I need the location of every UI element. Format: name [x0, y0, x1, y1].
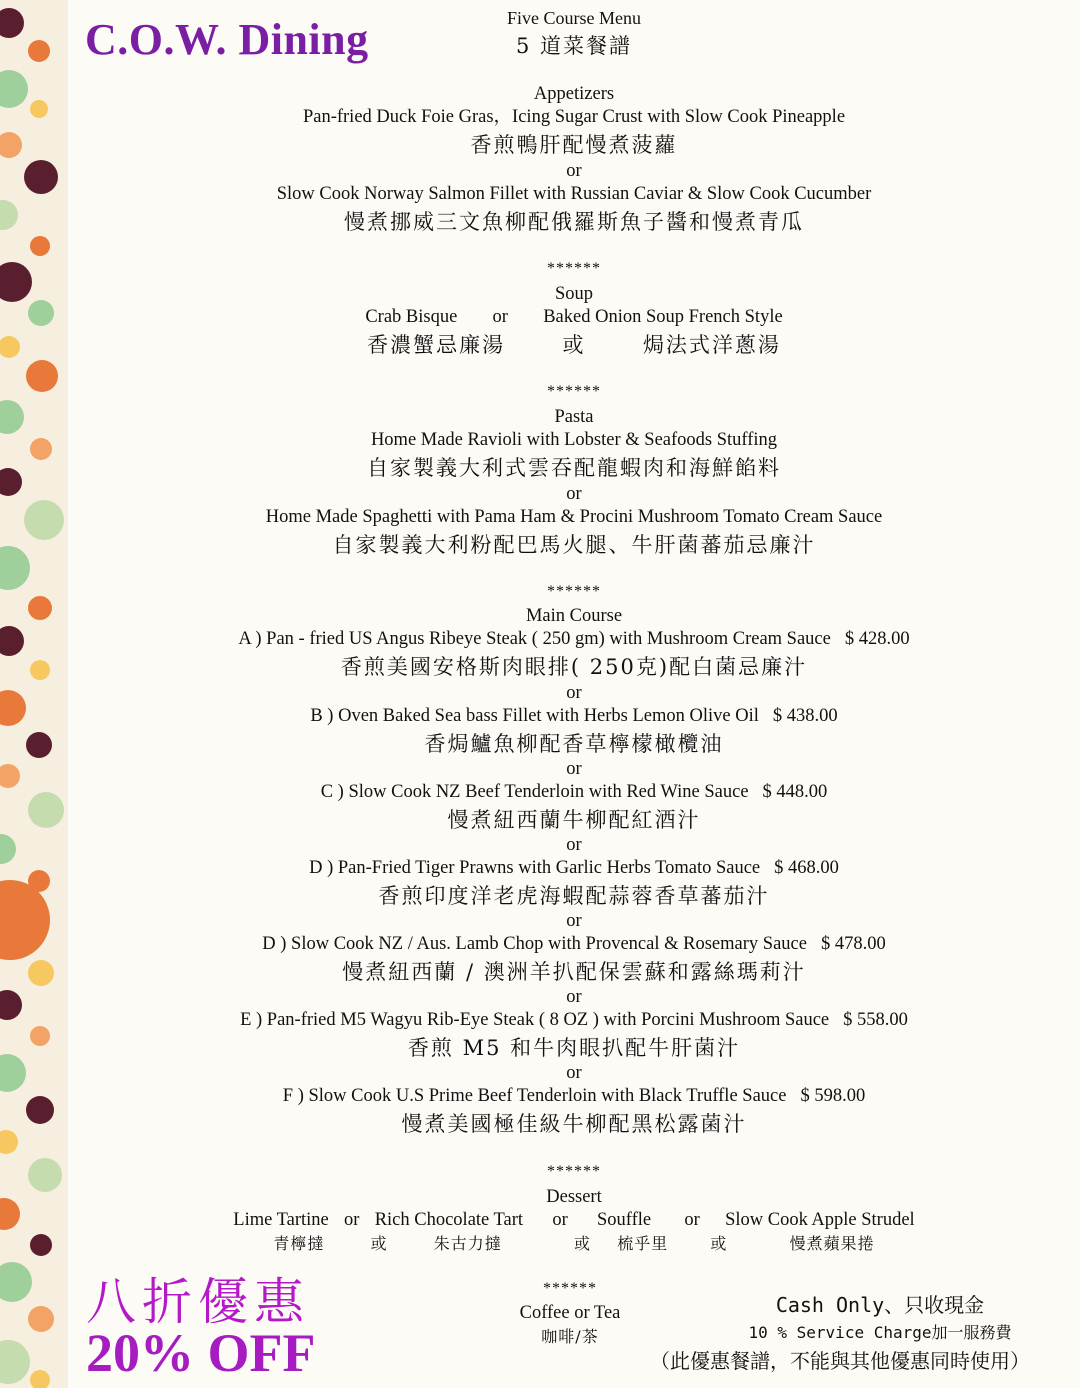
decorative-dot	[26, 1096, 54, 1124]
main-item-en: C ) Slow Cook NZ Beef Tenderloin with Red Wine Sauce $ 448.00	[320, 782, 828, 802]
soup-2-zh: 焗法式洋蔥湯	[642, 333, 781, 357]
main-item-zh: 香煎 M5 和牛肉眼扒配牛肝菌汁	[407, 1036, 741, 1060]
decorative-dot	[0, 880, 50, 960]
main-item-en: D ) Slow Cook NZ / Aus. Lamb Chop with Provencal & Rosemary Sauce $ 478.00	[262, 934, 886, 954]
appetizer-2-zh: 慢煮挪威三文魚柳配俄羅斯魚子醬和慢煮青瓜	[344, 210, 804, 234]
main-item-price: $ 558.00	[843, 1010, 908, 1030]
soup-1-en: Crab Bisque	[365, 307, 458, 327]
cash-only-note: Cash Only、只收現金	[775, 1293, 985, 1317]
appetizer-1-zh: 香煎鴨肝配慢煮菠蘿	[470, 133, 678, 157]
section-title-main-course: Main Course	[525, 606, 623, 626]
or-separator-zh: 或	[562, 333, 586, 357]
decorative-dot	[24, 160, 58, 194]
or-separator: or	[566, 987, 582, 1007]
soup-1-zh: 香濃蟹忌廉湯	[367, 333, 506, 357]
soup-options-zh	[68, 330, 1080, 360]
appetizer-2-en: Slow Cook Norway Salmon Fillet with Russian Caviar & Slow Cook Cucumber	[276, 184, 872, 204]
decorative-dot	[0, 468, 22, 496]
or-separator-zh: 或	[573, 1234, 591, 1253]
main-item-zh: 慢煮紐西蘭牛柳配紅酒汁	[447, 808, 701, 832]
section-title-dessert: Dessert	[546, 1187, 602, 1207]
menu-title-en: Five Course Menu	[507, 8, 641, 28]
section-divider: ******	[543, 1280, 597, 1297]
decorative-dot	[30, 1026, 50, 1046]
main-item-zh: 香煎美國安格斯肉眼排( 250克)配白菌忌廉汁	[340, 655, 808, 679]
dessert-2-zh: 朱古力撻	[433, 1234, 502, 1253]
dessert-1-en: Lime Tartine	[233, 1210, 329, 1230]
appetizer-1-en: Pan-fried Duck Foie Gras，Icing Sugar Crust with Slow Cook Pineapple	[302, 107, 846, 127]
decorative-dot	[30, 660, 50, 680]
or-separator: or	[566, 683, 582, 703]
decorative-dot	[0, 690, 26, 726]
section-title-appetizers: Appetizers	[533, 84, 615, 104]
decorative-dot	[0, 990, 22, 1020]
section-title-pasta: Pasta	[554, 407, 594, 427]
or-separator: or	[566, 835, 582, 855]
or-separator: or	[344, 1210, 360, 1230]
or-separator-zh: 或	[370, 1234, 388, 1253]
dessert-2-en: Rich Chocolate Tart	[374, 1210, 524, 1230]
dessert-4-en: Slow Cook Apple Strudel	[725, 1210, 915, 1230]
promo-disclaimer: （此優惠餐譜，不能與其他優惠同時使用）	[650, 1349, 1030, 1373]
dessert-options-zh	[68, 1233, 1080, 1255]
section-title-soup: Soup	[554, 284, 594, 304]
or-separator: or	[684, 1210, 700, 1230]
or-separator: or	[552, 1210, 568, 1230]
section-divider: ******	[547, 383, 601, 400]
or-separator: or	[566, 759, 582, 779]
decorative-dot	[0, 626, 24, 656]
or-separator: or	[566, 484, 582, 504]
decorative-dot-border	[0, 0, 68, 1388]
decorative-dot	[0, 336, 20, 358]
main-item-en: F ) Slow Cook U.S Prime Beef Tenderloin with Black Truffle Sauce $ 598.00	[282, 1086, 866, 1106]
main-item-en: E ) Pan-fried M5 Wagyu Rib-Eye Steak ( 8 OZ ) with Porcini Mushroom Sauce $ 558.00	[240, 1010, 908, 1030]
main-item-zh: 香煎印度洋老虎海蝦配蒜蓉香草蕃茄汁	[378, 884, 770, 908]
decorative-dot	[0, 764, 20, 788]
decorative-dot	[0, 8, 24, 38]
decorative-dot	[0, 132, 22, 158]
dessert-4-zh: 慢煮蘋果捲	[789, 1234, 875, 1253]
decorative-dot	[0, 262, 32, 302]
decorative-dot	[0, 70, 28, 108]
section-divider: ******	[547, 1163, 601, 1180]
decorative-dot	[30, 1370, 50, 1388]
decorative-dot	[28, 40, 50, 62]
or-separator: or	[566, 1063, 582, 1083]
main-item-zh: 慢煮紐西蘭 / 澳洲羊扒配保雲蘇和露絲瑪莉汁	[342, 960, 806, 984]
section-divider: ******	[547, 583, 601, 600]
decorative-dot	[28, 792, 64, 828]
main-item-price: $ 428.00	[844, 629, 910, 649]
or-separator: or	[566, 911, 582, 931]
pasta-2-zh: 自家製義大利粉配巴馬火腿、牛肝菌蕃茄忌廉汁	[332, 533, 816, 557]
main-item-price: $ 468.00	[774, 858, 839, 878]
or-separator-zh: 或	[710, 1234, 728, 1253]
decorative-dot	[30, 236, 50, 256]
dessert-3-zh: 梳乎里	[617, 1234, 669, 1253]
main-item-price: $ 478.00	[820, 934, 886, 954]
decorative-dot	[26, 732, 52, 758]
decorative-dot	[28, 596, 52, 620]
main-item-en: A ) Pan - fried US Angus Ribeye Steak ( 250 gm) with Mushroom Cream Sauce $ 428.00	[238, 629, 910, 649]
main-item-price: $ 448.00	[762, 782, 828, 802]
or-separator: or	[566, 161, 582, 181]
service-charge-note: 10 % Service Charge加一服務費	[748, 1323, 1012, 1342]
decorative-dot	[30, 438, 52, 460]
promo-discount-en: 20% OFF	[86, 1323, 316, 1383]
coffee-or-tea-zh: 咖啡/茶	[541, 1327, 599, 1346]
restaurant-logo-text: C.O.W. Dining	[85, 15, 369, 64]
main-item-price: $ 598.00	[800, 1086, 866, 1106]
decorative-dot	[0, 400, 24, 434]
decorative-dot	[0, 1198, 20, 1230]
pasta-2-en: Home Made Spaghetti with Pama Ham & Procini Mushroom Tomato Cream Sauce	[265, 507, 883, 527]
decorative-dot	[30, 100, 48, 118]
main-item-zh: 慢煮美國極佳級牛柳配黑松露菌汁	[401, 1112, 747, 1136]
decorative-dot	[0, 1130, 18, 1154]
main-item-zh: 香焗鱸魚柳配香草檸檬橄欖油	[424, 732, 724, 756]
decorative-dot	[28, 1306, 54, 1332]
decorative-dot	[26, 360, 58, 392]
decorative-dot	[30, 1234, 52, 1256]
decorative-dot	[0, 1262, 32, 1302]
decorative-dot	[0, 1340, 30, 1384]
decorative-dot	[28, 960, 54, 986]
decorative-dot	[28, 300, 54, 326]
decorative-dot	[0, 1054, 26, 1092]
dessert-3-en: Souffle	[597, 1210, 652, 1230]
main-item-en: D ) Pan-Fried Tiger Prawns with Garlic Herbs Tomato Sauce $ 468.00	[309, 858, 839, 878]
main-item-en: B ) Oven Baked Sea bass Fillet with Herbs Lemon Olive Oil $ 438.00	[310, 706, 838, 726]
main-item-price: $ 438.00	[772, 706, 838, 726]
pasta-1-zh: 自家製義大利式雲吞配龍蝦肉和海鮮餡料	[367, 456, 781, 480]
decorative-dot	[28, 1158, 62, 1192]
promo-discount-zh: 八折優惠	[86, 1273, 310, 1331]
dessert-options-en	[68, 1209, 1080, 1232]
coffee-or-tea-en: Coffee or Tea	[519, 1303, 621, 1323]
decorative-dot	[0, 546, 30, 590]
soup-options-en	[68, 306, 1080, 329]
decorative-dot	[0, 834, 16, 864]
decorative-dot	[24, 500, 64, 540]
or-separator: or	[492, 307, 508, 327]
section-divider: ******	[547, 260, 601, 277]
menu-title-zh: 5 道菜餐譜	[515, 34, 633, 58]
dessert-1-zh: 青檸撻	[273, 1234, 325, 1253]
decorative-dot	[0, 200, 18, 230]
soup-2-en: Baked Onion Soup French Style	[543, 307, 783, 327]
pasta-1-en: Home Made Ravioli with Lobster & Seafoods Stuffing	[370, 430, 778, 450]
